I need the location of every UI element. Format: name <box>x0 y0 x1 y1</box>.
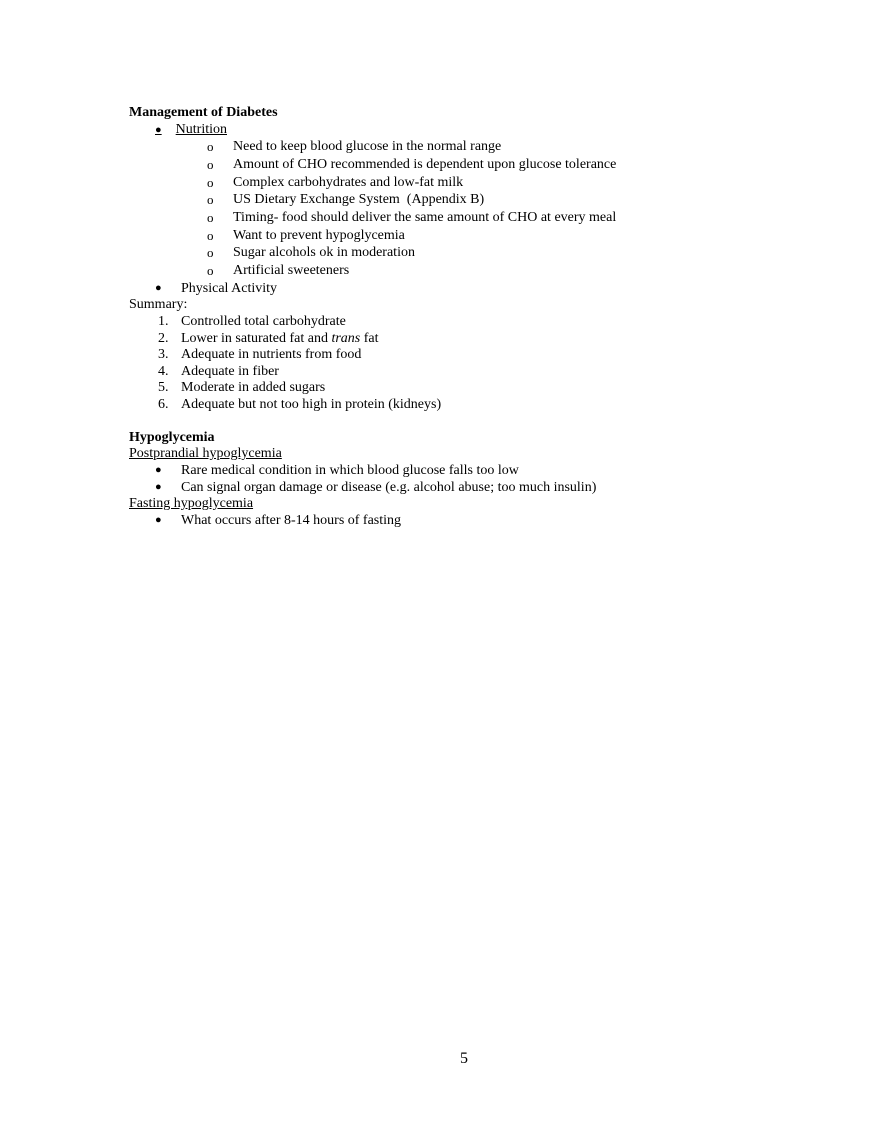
circle-bullet-icon: o <box>207 210 214 225</box>
list-item: Controlled total carbohydrate <box>181 314 346 329</box>
postprandial-subheading: Postprandial hypoglycemia <box>129 446 282 461</box>
circle-bullet-icon: o <box>207 175 214 190</box>
list-item: Rare medical condition in which blood glucose falls too low <box>181 463 519 478</box>
list-item: What occurs after 8-14 hours of fasting <box>181 513 402 528</box>
bullet-icon: ● <box>155 282 162 294</box>
nutrition-label: Nutrition <box>175 122 227 137</box>
list-number: 6. <box>158 397 169 412</box>
list-number: 1. <box>158 314 169 329</box>
bullet-icon: ● <box>155 464 162 476</box>
list-item <box>181 330 379 347</box>
nutrition-bullet-row <box>155 121 227 138</box>
summary-label: Summary: <box>129 297 188 312</box>
circle-bullet-icon: o <box>207 139 214 154</box>
circle-bullet-icon: o <box>207 192 214 207</box>
list-item-text: Lower in saturated fat and <box>181 331 332 346</box>
list-item: Moderate in added sugars <box>181 380 326 395</box>
fasting-subheading: Fasting hypoglycemia <box>129 496 254 511</box>
list-item-italic: trans <box>331 331 361 346</box>
section-heading-management: Management of Diabetes <box>129 105 278 120</box>
list-item: Complex carbohydrates and low-fat milk <box>233 175 464 190</box>
physical-activity-label: Physical Activity <box>181 281 278 296</box>
list-item: Timing- food should deliver the same amount of CHO at every meal <box>233 210 617 225</box>
list-number: 5. <box>158 380 169 395</box>
list-item: Adequate in nutrients from food <box>181 347 362 362</box>
list-item: Want to prevent hypoglycemia <box>233 228 405 243</box>
list-item: Artificial sweeteners <box>233 263 350 278</box>
list-item: Sugar alcohols ok in moderation <box>233 245 415 260</box>
bullet-icon: ● <box>155 481 162 493</box>
list-number: 4. <box>158 364 169 379</box>
circle-bullet-icon: o <box>207 263 214 278</box>
section-heading-hypoglycemia: Hypoglycemia <box>129 430 215 445</box>
list-item: Need to keep blood glucose in the normal range <box>233 139 502 154</box>
page-number: 5 <box>460 1050 468 1067</box>
circle-bullet-icon: o <box>207 228 214 243</box>
list-item: Adequate in fiber <box>181 364 279 379</box>
list-item: Adequate but not too high in protein (kidneys) <box>181 397 442 412</box>
circle-bullet-icon: o <box>207 157 214 172</box>
bullet-icon: ● <box>155 514 162 526</box>
list-number: 2. <box>158 331 169 346</box>
bullet-icon: ● <box>155 124 162 136</box>
list-number: 3. <box>158 347 169 362</box>
list-item: Can signal organ damage or disease (e.g. alcohol abuse; too much insulin) <box>181 480 597 495</box>
list-item: US Dietary Exchange System (Appendix B) <box>233 192 485 207</box>
circle-bullet-icon: o <box>207 245 214 260</box>
list-item-text: fat <box>360 331 379 346</box>
list-item: Amount of CHO recommended is dependent upon glucose tolerance <box>233 157 617 172</box>
